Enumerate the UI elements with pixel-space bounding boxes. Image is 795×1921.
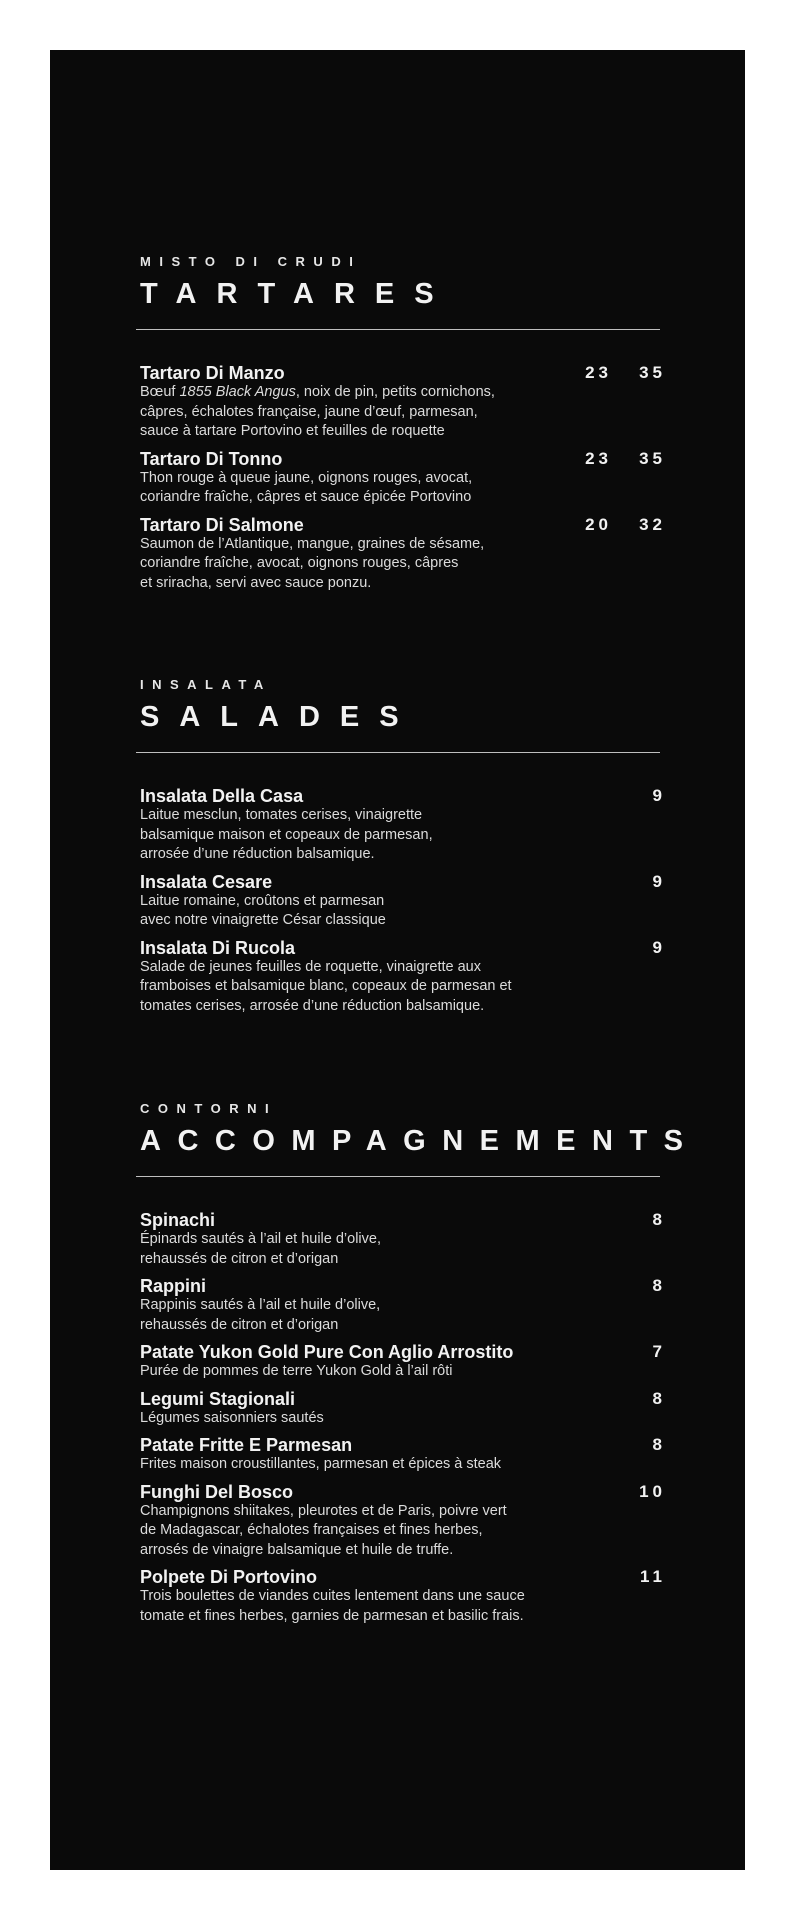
item-price-large: 35 (639, 363, 666, 382)
section-title: ACCOMPAGNEMENTS (140, 1125, 700, 1157)
menu-item (140, 1435, 668, 1475)
item-price: 8 (652, 1388, 666, 1408)
item-description: Bœuf 1855 Black Angus, noix de pin, petits cornichons, câpres, échalotes française, jaune d’œuf, parmesan, sauce à tartare Portovino et feuilles de roquette (140, 384, 495, 439)
item-description: Salade de jeunes feuilles de roquette, vinaigrette aux framboises et balsamique blanc, copeaux de parmesan et tomates cerises, arrosée d’une réduction balsamique. (140, 958, 512, 1014)
section-divider (136, 329, 660, 330)
item-list (140, 1210, 668, 1633)
item-description: Purée de pommes de terre Yukon Gold à l’ail rôti (140, 1363, 453, 1379)
item-description: Laitue mesclun, tomates cerises, vinaigrette balsamique maison et copeaux de parmesan, arrosée d’une réduction balsamique. (140, 807, 433, 862)
item-name: Legumi Stagionali (140, 1388, 296, 1409)
item-price-small: 23 (585, 363, 612, 382)
item-name: Insalata Cesare (140, 871, 273, 892)
menu-item (140, 1482, 668, 1561)
item-description: Saumon de l’Atlantique, mangue, graines de sésame, coriandre fraîche, avocat, oignons rouges, câpres et sriracha, servi avec sauce ponzu. (140, 535, 485, 591)
item-name: Patate Yukon Gold Pure Con Aglio Arrostito (140, 1342, 514, 1362)
menu-item (140, 515, 668, 594)
item-name: Tartaro Di Tonno (140, 448, 283, 469)
item-name: Insalata Di Rucola (140, 937, 296, 958)
item-description: Légumes saisonniers sautés (140, 1409, 324, 1426)
section-accompagnements (140, 1101, 700, 1624)
menu-item (140, 786, 668, 865)
item-price-large: 35 (639, 448, 666, 468)
item-price: 8 (652, 1276, 666, 1295)
menu-item (140, 1342, 668, 1382)
menu-item (140, 363, 668, 442)
menu-item (140, 938, 668, 1017)
item-price: 8 (652, 1435, 666, 1454)
item-name: Tartaro Di Manzo (140, 363, 285, 383)
item-price: 10 (639, 1481, 666, 1501)
section-salades (140, 677, 668, 1014)
item-description: Trois boulettes de viandes cuites lentement dans une sauce tomate et fines herbes, garnies de parmesan et basilic frais. (140, 1588, 525, 1624)
item-price: 9 (652, 786, 666, 805)
item-description: Champignons shiitakes, pleurotes et de Paris, poivre vert de Madagascar, échalotes françaises et fines herbes, arrosés de vinaigre balsamique et huile de truffe. (140, 1502, 507, 1558)
menu-item (140, 1210, 668, 1269)
item-name: Spinachi (140, 1210, 216, 1230)
menu-item (140, 1389, 668, 1429)
section-subtitle: MISTO DI CRUDI (140, 254, 362, 269)
item-name: Rappini (140, 1276, 206, 1296)
item-price: 11 (640, 1567, 666, 1586)
menu-item (140, 1567, 668, 1626)
menu-item (140, 449, 668, 508)
section-title: TARTARES (140, 278, 454, 310)
item-name: Polpete Di Portovino (140, 1567, 318, 1587)
item-price-large: 32 (639, 514, 666, 534)
item-price: 9 (652, 937, 666, 957)
item-price: 7 (652, 1342, 666, 1361)
menu-panel (50, 50, 745, 1870)
section-divider (136, 752, 660, 753)
item-price: 8 (652, 1210, 666, 1229)
item-list (140, 786, 668, 1023)
item-name: Funghi Del Bosco (140, 1481, 293, 1502)
section-tartares (140, 254, 668, 591)
item-name: Tartaro Di Salmone (140, 514, 304, 535)
item-description: Rappinis sautés à l’ail et huile d’olive, rehaussés de citron et d’origan (140, 1297, 381, 1333)
item-price-small: 20 (585, 514, 612, 534)
item-price: 9 (652, 871, 666, 891)
menu-item (140, 872, 668, 931)
menu-item (140, 1276, 668, 1335)
item-description: Frites maison croustillantes, parmesan et épices à steak (140, 1456, 502, 1472)
section-title: SALADES (140, 701, 419, 733)
section-divider (136, 1176, 660, 1177)
section-subtitle: CONTORNI (140, 1101, 278, 1116)
section-subtitle: INSALATA (140, 677, 272, 692)
item-name: Insalata Della Casa (140, 786, 304, 806)
item-description: Thon rouge à queue jaune, oignons rouges, avocat, coriandre fraîche, câpres et sauce épicée Portovino (140, 469, 473, 505)
item-name: Patate Fritte E Parmesan (140, 1435, 353, 1455)
item-list (140, 363, 668, 600)
item-description: Laitue romaine, croûtons et parmesan avec notre vinaigrette César classique (140, 892, 386, 928)
item-description: Épinards sautés à l’ail et huile d’olive, rehaussés de citron et d’origan (140, 1231, 381, 1267)
item-price-small: 23 (585, 448, 612, 468)
